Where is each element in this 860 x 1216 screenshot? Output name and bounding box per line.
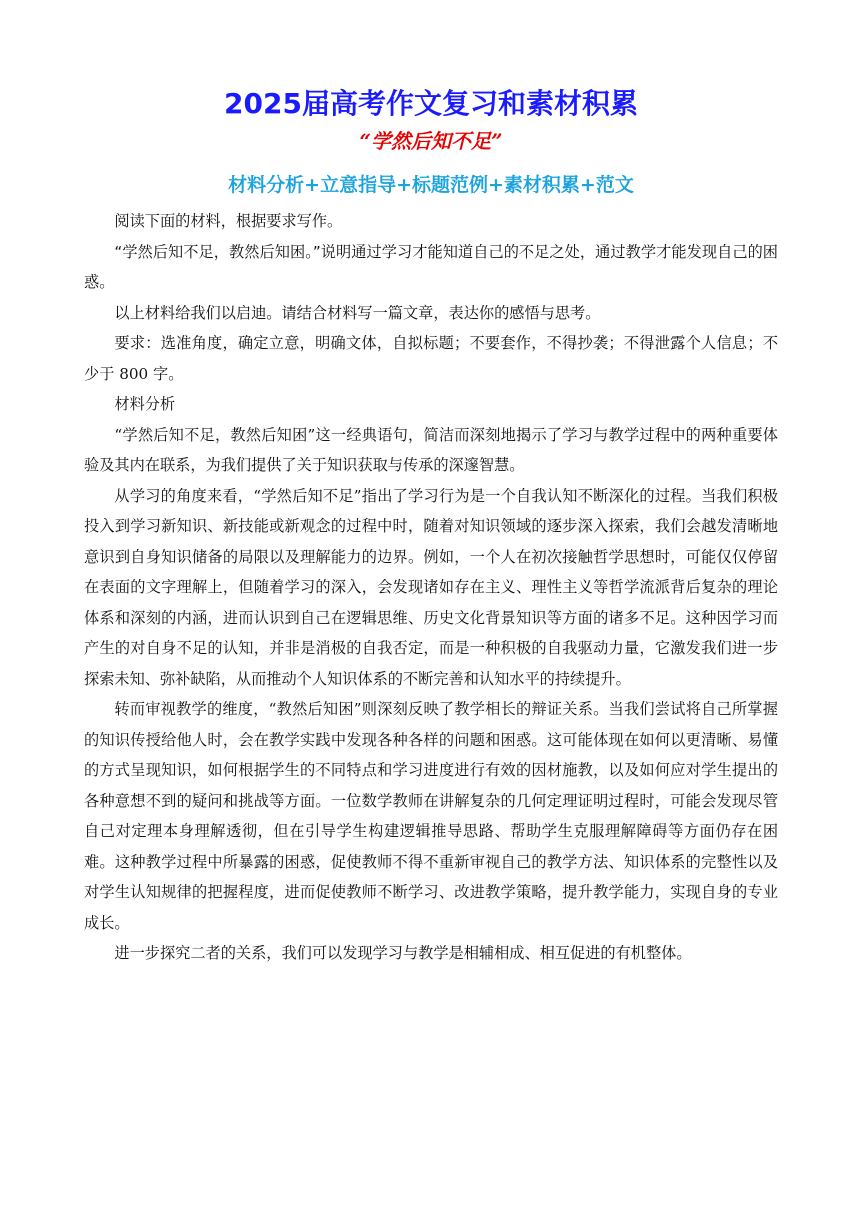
analysis-paragraph-teaching: 转而审视教学的维度，“教然后知困”则深刻反映了教学相长的辩证关系。当我们尝试将自己所掌握的知识传授给他人时，会在教学实践中发现各种各样的问题和困惑。这可能体现在如何以更清晰、易懂的方式呈现知识，如何根据学生的不同特点和学习进度进行有效的因材施教，以及如何应对学生提出的各种意想不到的疑问和挑战等方面。一位数学教师在讲解复杂的几何定理证明过程时，可能会发现尽管自己对定理本身理解透彻，但在引导学生构建逻辑推导思路、帮助学生克服理解障碍等方面仍存在困难。这种教学过程中所暴露的困惑，促使教师不得不重新审视自己的教学方法、知识体系的完整性以及对学生认知规律的把握程度，进而促使教师不断学习、改进教学策略，提升教学能力，实现自身的专业成长。 [84,700,778,932]
document-page [84,84,778,969]
document-tagline: 材料分析+立意指导+标题范例+素材积累+范文 [228,174,634,196]
prompt-paragraph: 以上材料给我们以启迪。请结合材料写一篇文章，表达你的感悟与思考。 [114,303,601,322]
requirements-paragraph: 要求：选准角度，确定立意，明确文体，自拟标题；不要套作，不得抄袭；不得泄露个人信息；不少于 800 字。 [84,334,778,383]
analysis-paragraph-relation: 进一步探究二者的关系，我们可以发现学习与教学是相辅相成、相互促进的有机整体。 [114,944,692,962]
document-subtitle: “学然后知不足” [359,129,503,153]
analysis-paragraph-learning: 从学习的角度来看，“学然后知不足”指出了学习行为是一个自我认知不断深化的过程。当我们积极投入到学习新知识、新技能或新观念的过程中时，随着对知识领域的逐步深入探索，我们会越发清晰地意识到自身知识储备的局限以及理解能力的边界。例如，一个人在初次接触哲学思想时，可能仅仅停留在表面的文字理解上，但随着学习的深入，会发现诸如存在主义、理性主义等哲学流派背后复杂的理论体系和深刻的内涵，进而认识到自己在逻辑思维、历史文化背景知识等方面的诸多不足。这种因学习而产生的对自身不足的认知，并非是消极的自我否定，而是一种积极的自我驱动力量，它激发我们进一步探索未知、弥补缺陷，从而推动个人知识体系的不断完善和认知水平的持续提升。 [84,486,778,688]
instruction-paragraph: 阅读下面的材料，根据要求写作。 [114,212,343,230]
material-quote-paragraph: “学然后知不足，教然后知困。”说明通过学习才能知道自己的不足之处，通过教学才能发现自己的困惑。 [84,242,778,291]
analysis-paragraph-intro: “学然后知不足，教然后知困”这一经典语句，简洁而深刻地揭示了学习与教学过程中的两种重要体验及其内在联系，为我们提供了关于知识获取与传承的深邃智慧。 [84,425,778,474]
section-heading-analysis: 材料分析 [114,395,176,413]
document-title: 2025届高考作文复习和素材积累 [224,87,638,120]
